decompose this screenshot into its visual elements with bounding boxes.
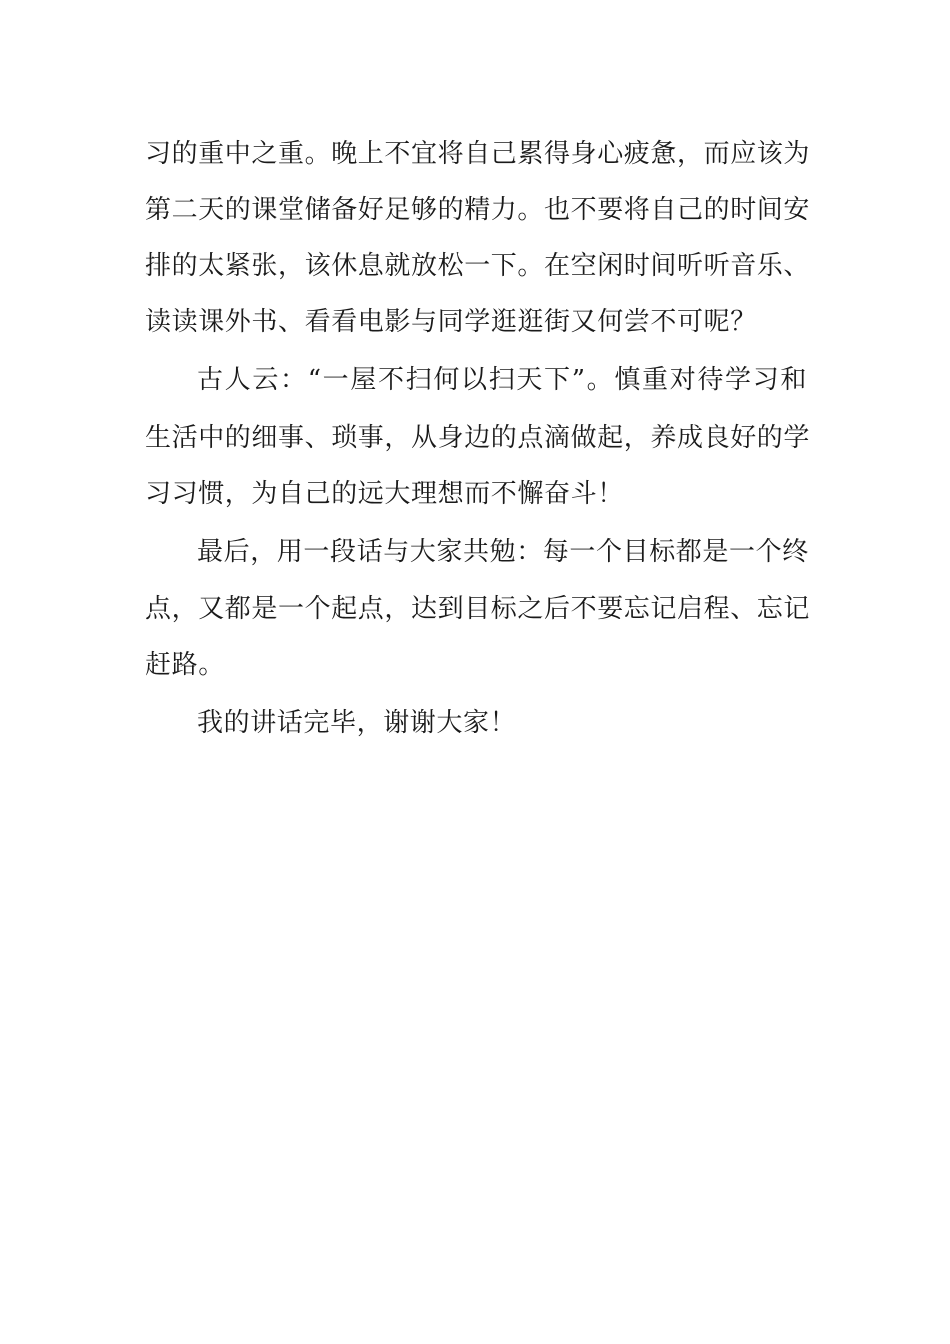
text-line: 习的重中之重。晚上不宜将自己累得身心疲惫，而应该为 <box>145 139 811 169</box>
text-line: 最后，用一段话与大家共勉：每一个目标都是一个终 <box>197 537 809 567</box>
text-line: 我的讲话完毕，谢谢大家！ <box>197 708 517 738</box>
text-line: 第二天的课堂储备好足够的精力。也不要将自己的时间安 <box>145 195 811 225</box>
text-line: 赶路。 <box>145 650 225 680</box>
text-line: 习习惯，为自己的远大理想而不懈奋斗！ <box>145 479 624 509</box>
text-line: 点，又都是一个起点，达到目标之后不要忘记启程、忘记 <box>145 594 811 624</box>
text-line: 读读课外书、看看电影与同学逛逛街又何尝不可呢？ <box>145 307 757 337</box>
text-line: 排的太紧张，该休息就放松一下。在空闲时间听听音乐、 <box>145 251 811 281</box>
text-line: 生活中的细事、琐事，从身边的点滴做起，养成良好的学 <box>145 423 811 453</box>
text-line: 古人云：“一屋不扫何以扫天下”。慎重对待学习和 <box>197 365 807 395</box>
